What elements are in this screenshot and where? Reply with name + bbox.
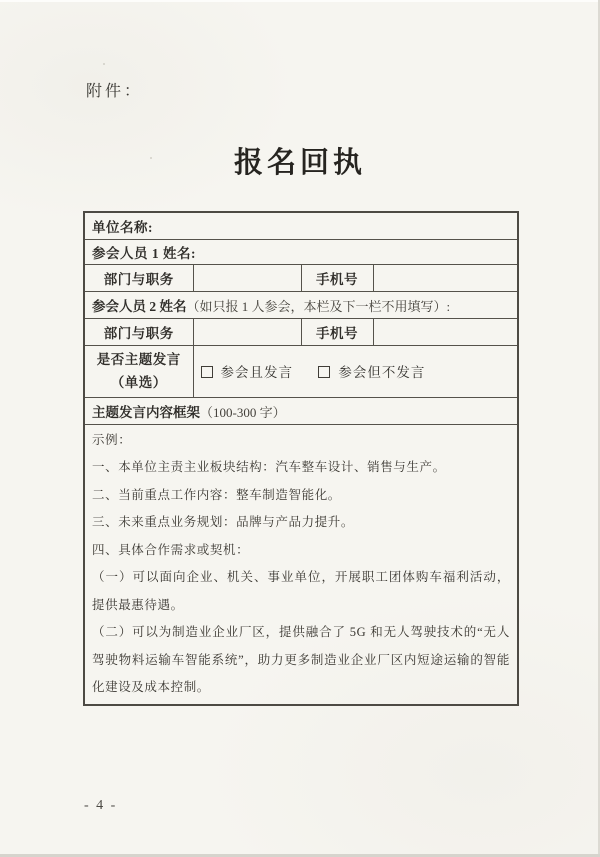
phone-label-2: 手机号: [301, 318, 373, 345]
framework-label: 主题发言内容框架: [92, 404, 200, 420]
dept-position-label-1: 部门与职务: [84, 264, 193, 291]
framework-content-cell: [84, 424, 518, 705]
row-attendee1: [84, 239, 518, 264]
phone-field-2: [373, 318, 518, 345]
checkbox-unchecked-icon: [201, 366, 213, 378]
row-attendee1-details: [84, 264, 518, 291]
content-line: 二、当前重点工作内容：整车制造智能化。: [92, 487, 341, 502]
attendee2-note: （如只报 1 人参会，本栏及下一栏不用填写）:: [186, 298, 451, 314]
content-line: （二）可以为制造业企业厂区，提供融合了 5G 和无人驾驶技术的“无人驾驶物料运输车智能系统”，助力更多制造业企业厂区内短途运输的智能化建设及成本控制。: [92, 625, 510, 695]
content-line: （一）可以面向企业、机关、事业单位，开展职工团体购车福利活动，提供最惠待遇。: [92, 570, 510, 612]
speech-option-2-label: 参会但不发言: [338, 365, 426, 381]
phone-label-1: 手机号: [301, 264, 373, 291]
speech-choice-label-line1: 是否主题发言: [96, 351, 181, 367]
speech-option-1: [201, 365, 294, 380]
dept-position-field-2: [193, 318, 301, 345]
speech-options-cell: [193, 345, 518, 397]
row-content: [84, 424, 518, 705]
attendee2-label: 参会人员 2 姓名: [92, 298, 187, 314]
row-speech-choice: [84, 345, 518, 397]
content-line: 三、未来重点业务规划：品牌与产品力提升。: [92, 515, 355, 530]
row-attendee2-details: [84, 318, 518, 345]
content-line: 一、本单位主责主业板块结构：汽车整车设计、销售与生产。: [92, 460, 446, 475]
dept-position-label-2: 部门与职务: [84, 318, 193, 345]
dept-position-field-1: [193, 264, 301, 291]
content-line: 示例：: [92, 432, 132, 447]
framework-label-cell: [84, 397, 518, 424]
scan-edge-top: [0, 0, 600, 2]
page-number: - 4 -: [84, 798, 118, 813]
content-line: 四、具体合作需求或契机：: [92, 542, 250, 557]
attendee1-label: 参会人员 1 姓名:: [84, 239, 518, 264]
checkbox-unchecked-icon: [318, 366, 330, 378]
phone-field-1: [373, 264, 518, 291]
row-framework: [84, 397, 518, 424]
framework-note: （100-300 字）: [200, 404, 286, 420]
speech-choice-label-line2: （单选）: [110, 375, 167, 391]
speech-option-1-label: 参会且发言: [220, 365, 293, 381]
row-attendee2: [84, 291, 518, 318]
speech-choice-label-cell: [84, 345, 193, 397]
row-unit-name: [84, 212, 518, 239]
registration-form-table: [83, 211, 519, 706]
speech-option-2: [318, 365, 425, 380]
unit-name-label: 单位名称:: [84, 212, 518, 239]
scan-speck: [103, 63, 105, 65]
page-title: 报名回执: [233, 147, 366, 179]
attachment-label: 附件：: [86, 83, 144, 100]
attendee2-label-cell: [84, 291, 518, 318]
